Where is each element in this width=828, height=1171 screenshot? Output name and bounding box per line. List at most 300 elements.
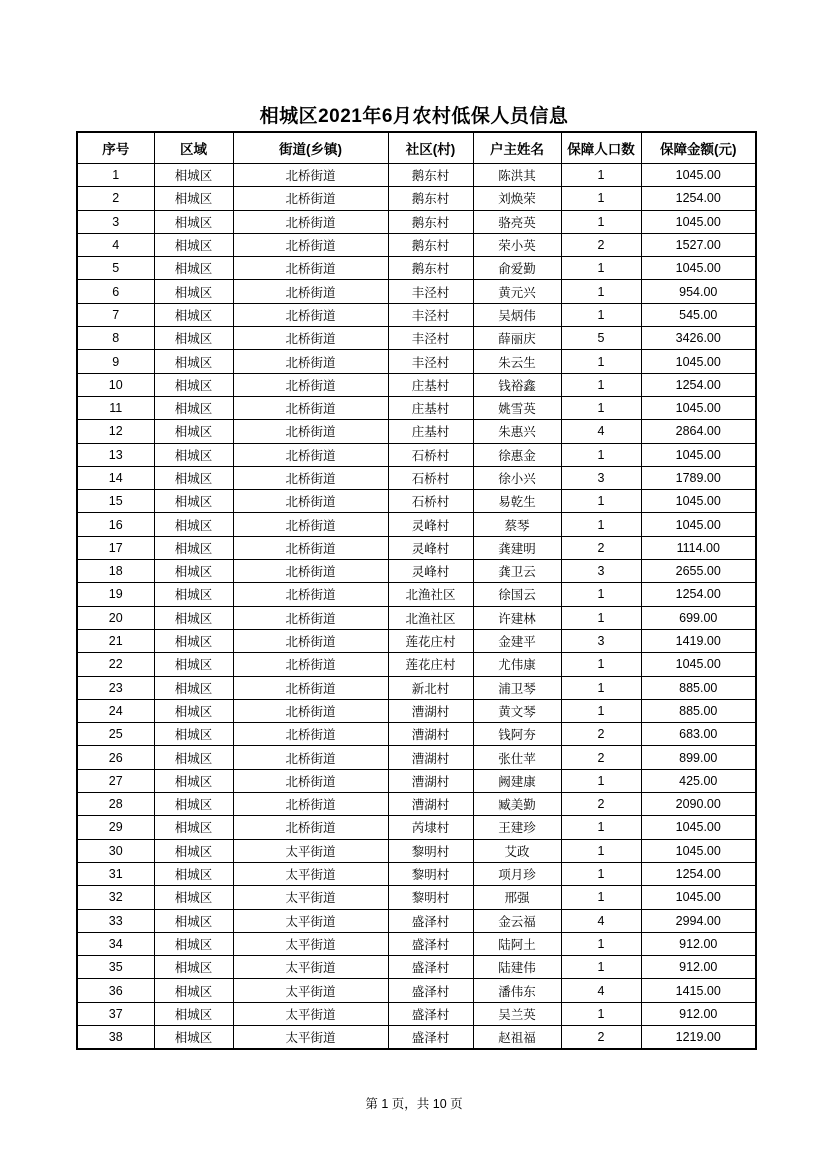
cell-street: 北桥街道: [233, 187, 388, 210]
cell-village: 石桥村: [388, 443, 473, 466]
cell-seq: 30: [77, 839, 154, 862]
cell-amount: 885.00: [641, 676, 756, 699]
cell-name: 陆阿土: [473, 932, 561, 955]
cell-village: 漕湖村: [388, 793, 473, 816]
table-header: [77, 132, 756, 164]
cell-count: 1: [561, 373, 641, 396]
cell-amount: 2090.00: [641, 793, 756, 816]
cell-seq: 6: [77, 280, 154, 303]
cell-region: 相城区: [154, 979, 233, 1002]
table-row: [77, 490, 756, 513]
cell-amount: 899.00: [641, 746, 756, 769]
table-row: [77, 816, 756, 839]
cell-street: 北桥街道: [233, 676, 388, 699]
cell-count: 2: [561, 793, 641, 816]
cell-count: 5: [561, 327, 641, 350]
cell-village: 鹅东村: [388, 257, 473, 280]
cell-amount: 1254.00: [641, 187, 756, 210]
cell-count: 1: [561, 164, 641, 187]
cell-street: 北桥街道: [233, 350, 388, 373]
cell-count: 1: [561, 676, 641, 699]
cell-amount: 1045.00: [641, 816, 756, 839]
cell-village: 漕湖村: [388, 746, 473, 769]
cell-village: 灵峰村: [388, 536, 473, 559]
table-row: [77, 862, 756, 885]
table-row: [77, 932, 756, 955]
cell-village: 庄基村: [388, 396, 473, 419]
cell-amount: 1045.00: [641, 257, 756, 280]
cell-name: 钱阿夯: [473, 723, 561, 746]
cell-street: 北桥街道: [233, 583, 388, 606]
cell-region: 相城区: [154, 956, 233, 979]
cell-name: 黄元兴: [473, 280, 561, 303]
cell-street: 北桥街道: [233, 257, 388, 280]
cell-name: 吴炳伟: [473, 303, 561, 326]
cell-count: 2: [561, 536, 641, 559]
page-title: 相城区2021年6月农村低保人员信息: [259, 106, 569, 127]
cell-name: 王建珍: [473, 816, 561, 839]
cell-amount: 1045.00: [641, 443, 756, 466]
cell-street: 北桥街道: [233, 560, 388, 583]
cell-name: 赵祖福: [473, 1025, 561, 1049]
cell-village: 鹅东村: [388, 187, 473, 210]
cell-seq: 38: [77, 1025, 154, 1049]
cell-amount: 425.00: [641, 769, 756, 792]
cell-street: 北桥街道: [233, 699, 388, 722]
cell-name: 艾政: [473, 839, 561, 862]
cell-amount: 1045.00: [641, 513, 756, 536]
header-seq: 序号: [77, 132, 154, 164]
cell-seq: 12: [77, 420, 154, 443]
cell-count: 1: [561, 932, 641, 955]
cell-seq: 36: [77, 979, 154, 1002]
cell-seq: 16: [77, 513, 154, 536]
cell-region: 相城区: [154, 769, 233, 792]
cell-seq: 31: [77, 862, 154, 885]
cell-amount: 683.00: [641, 723, 756, 746]
cell-amount: 1219.00: [641, 1025, 756, 1049]
cell-region: 相城区: [154, 606, 233, 629]
cell-count: 1: [561, 513, 641, 536]
cell-village: 黎明村: [388, 886, 473, 909]
lowbao-table: [76, 131, 757, 1050]
cell-name: 张仕苹: [473, 746, 561, 769]
cell-name: 陆建伟: [473, 956, 561, 979]
table-row: [77, 466, 756, 489]
cell-count: 2: [561, 1025, 641, 1049]
cell-village: 盛泽村: [388, 1025, 473, 1049]
cell-region: 相城区: [154, 886, 233, 909]
header-amount: 保障金额(元): [641, 132, 756, 164]
cell-count: 1: [561, 210, 641, 233]
cell-region: 相城区: [154, 653, 233, 676]
cell-amount: 1254.00: [641, 862, 756, 885]
cell-street: 北桥街道: [233, 769, 388, 792]
table-row: [77, 164, 756, 187]
cell-seq: 29: [77, 816, 154, 839]
cell-region: 相城区: [154, 164, 233, 187]
cell-village: 盛泽村: [388, 909, 473, 932]
cell-region: 相城区: [154, 793, 233, 816]
cell-amount: 1254.00: [641, 583, 756, 606]
cell-street: 北桥街道: [233, 466, 388, 489]
table-row: [77, 303, 756, 326]
cell-street: 北桥街道: [233, 793, 388, 816]
table-row: [77, 513, 756, 536]
cell-region: 相城区: [154, 536, 233, 559]
cell-name: 徐惠金: [473, 443, 561, 466]
cell-name: 阙建康: [473, 769, 561, 792]
cell-street: 北桥街道: [233, 396, 388, 419]
cell-village: 鹅东村: [388, 210, 473, 233]
cell-count: 1: [561, 769, 641, 792]
table-row: [77, 793, 756, 816]
cell-seq: 13: [77, 443, 154, 466]
cell-region: 相城区: [154, 816, 233, 839]
cell-village: 芮埭村: [388, 816, 473, 839]
cell-street: 北桥街道: [233, 513, 388, 536]
cell-name: 尤伟康: [473, 653, 561, 676]
cell-seq: 3: [77, 210, 154, 233]
cell-count: 1: [561, 257, 641, 280]
table-header-row: [77, 132, 756, 164]
cell-name: 俞爱勤: [473, 257, 561, 280]
cell-street: 北桥街道: [233, 327, 388, 350]
cell-name: 臧美勤: [473, 793, 561, 816]
cell-region: 相城区: [154, 583, 233, 606]
cell-seq: 27: [77, 769, 154, 792]
cell-village: 丰泾村: [388, 350, 473, 373]
cell-region: 相城区: [154, 1025, 233, 1049]
cell-street: 北桥街道: [233, 373, 388, 396]
cell-name: 荣小英: [473, 233, 561, 256]
table-row: [77, 676, 756, 699]
cell-region: 相城区: [154, 909, 233, 932]
table-row: [77, 839, 756, 862]
cell-amount: 1045.00: [641, 653, 756, 676]
cell-street: 北桥街道: [233, 210, 388, 233]
cell-name: 项月珍: [473, 862, 561, 885]
cell-village: 盛泽村: [388, 932, 473, 955]
cell-amount: 1045.00: [641, 350, 756, 373]
cell-seq: 15: [77, 490, 154, 513]
cell-region: 相城区: [154, 723, 233, 746]
table-row: [77, 769, 756, 792]
cell-seq: 2: [77, 187, 154, 210]
cell-seq: 11: [77, 396, 154, 419]
header-region: 区域: [154, 132, 233, 164]
cell-village: 黎明村: [388, 862, 473, 885]
cell-village: 鹅东村: [388, 233, 473, 256]
cell-village: 盛泽村: [388, 956, 473, 979]
table-row: [77, 187, 756, 210]
table-row: [77, 1025, 756, 1049]
cell-street: 北桥街道: [233, 490, 388, 513]
cell-region: 相城区: [154, 629, 233, 652]
cell-street: 北桥街道: [233, 746, 388, 769]
cell-region: 相城区: [154, 210, 233, 233]
cell-name: 金云福: [473, 909, 561, 932]
header-count: 保障人口数: [561, 132, 641, 164]
cell-count: 2: [561, 233, 641, 256]
table-row: [77, 909, 756, 932]
cell-name: 金建平: [473, 629, 561, 652]
cell-village: 黎明村: [388, 839, 473, 862]
cell-seq: 20: [77, 606, 154, 629]
cell-street: 太平街道: [233, 909, 388, 932]
cell-seq: 25: [77, 723, 154, 746]
table-row: [77, 350, 756, 373]
table-row: [77, 979, 756, 1002]
cell-count: 4: [561, 420, 641, 443]
cell-region: 相城区: [154, 443, 233, 466]
cell-amount: 545.00: [641, 303, 756, 326]
cell-village: 漕湖村: [388, 769, 473, 792]
cell-name: 邢强: [473, 886, 561, 909]
cell-village: 北渔社区: [388, 606, 473, 629]
cell-village: 石桥村: [388, 466, 473, 489]
cell-region: 相城区: [154, 862, 233, 885]
cell-count: 1: [561, 396, 641, 419]
table-row: [77, 536, 756, 559]
cell-amount: 1114.00: [641, 536, 756, 559]
cell-street: 太平街道: [233, 886, 388, 909]
table-row: [77, 210, 756, 233]
cell-count: 1: [561, 490, 641, 513]
table-row: [77, 420, 756, 443]
cell-seq: 19: [77, 583, 154, 606]
cell-amount: 3426.00: [641, 327, 756, 350]
table-row: [77, 280, 756, 303]
table-row: [77, 1002, 756, 1025]
cell-name: 易乾生: [473, 490, 561, 513]
cell-street: 北桥街道: [233, 816, 388, 839]
cell-street: 北桥街道: [233, 653, 388, 676]
cell-region: 相城区: [154, 746, 233, 769]
cell-name: 黄文琴: [473, 699, 561, 722]
cell-count: 1: [561, 187, 641, 210]
cell-name: 潘伟东: [473, 979, 561, 1002]
cell-name: 骆亮英: [473, 210, 561, 233]
cell-amount: 1527.00: [641, 233, 756, 256]
cell-amount: 1045.00: [641, 164, 756, 187]
cell-seq: 17: [77, 536, 154, 559]
cell-count: 1: [561, 699, 641, 722]
page-number: 第 1 页，共 10 页: [365, 1097, 463, 1111]
cell-village: 石桥村: [388, 490, 473, 513]
cell-amount: 954.00: [641, 280, 756, 303]
cell-amount: 1415.00: [641, 979, 756, 1002]
cell-region: 相城区: [154, 490, 233, 513]
cell-village: 漕湖村: [388, 723, 473, 746]
table-row: [77, 327, 756, 350]
cell-region: 相城区: [154, 257, 233, 280]
cell-seq: 33: [77, 909, 154, 932]
cell-name: 浦卫琴: [473, 676, 561, 699]
cell-count: 1: [561, 583, 641, 606]
cell-region: 相城区: [154, 560, 233, 583]
cell-count: 2: [561, 723, 641, 746]
cell-amount: 912.00: [641, 932, 756, 955]
cell-name: 朱云生: [473, 350, 561, 373]
cell-street: 北桥街道: [233, 629, 388, 652]
cell-village: 庄基村: [388, 420, 473, 443]
cell-amount: 1045.00: [641, 210, 756, 233]
cell-region: 相城区: [154, 280, 233, 303]
table-row: [77, 606, 756, 629]
cell-village: 灵峰村: [388, 560, 473, 583]
cell-region: 相城区: [154, 420, 233, 443]
cell-count: 1: [561, 280, 641, 303]
cell-village: 新北村: [388, 676, 473, 699]
cell-village: 莲花庄村: [388, 653, 473, 676]
cell-amount: 912.00: [641, 1002, 756, 1025]
cell-seq: 10: [77, 373, 154, 396]
cell-seq: 32: [77, 886, 154, 909]
cell-name: 吴兰英: [473, 1002, 561, 1025]
cell-seq: 26: [77, 746, 154, 769]
cell-amount: 2864.00: [641, 420, 756, 443]
cell-count: 1: [561, 606, 641, 629]
cell-count: 4: [561, 979, 641, 1002]
table-row: [77, 560, 756, 583]
cell-seq: 21: [77, 629, 154, 652]
table-row: [77, 956, 756, 979]
cell-region: 相城区: [154, 233, 233, 256]
cell-seq: 37: [77, 1002, 154, 1025]
cell-street: 北桥街道: [233, 164, 388, 187]
cell-street: 太平街道: [233, 1002, 388, 1025]
cell-name: 徐小兴: [473, 466, 561, 489]
cell-amount: 1254.00: [641, 373, 756, 396]
cell-amount: 1045.00: [641, 396, 756, 419]
cell-region: 相城区: [154, 396, 233, 419]
cell-seq: 7: [77, 303, 154, 326]
cell-seq: 23: [77, 676, 154, 699]
cell-name: 薛丽庆: [473, 327, 561, 350]
cell-name: 姚雪英: [473, 396, 561, 419]
cell-name: 龚卫云: [473, 560, 561, 583]
cell-street: 北桥街道: [233, 536, 388, 559]
cell-seq: 8: [77, 327, 154, 350]
cell-count: 1: [561, 1002, 641, 1025]
cell-street: 太平街道: [233, 1025, 388, 1049]
cell-name: 龚建明: [473, 536, 561, 559]
cell-street: 北桥街道: [233, 280, 388, 303]
cell-region: 相城区: [154, 932, 233, 955]
header-name: 户主姓名: [473, 132, 561, 164]
cell-street: 太平街道: [233, 839, 388, 862]
cell-street: 北桥街道: [233, 606, 388, 629]
cell-amount: 912.00: [641, 956, 756, 979]
cell-amount: 2994.00: [641, 909, 756, 932]
table-row: [77, 723, 756, 746]
cell-region: 相城区: [154, 513, 233, 536]
cell-seq: 14: [77, 466, 154, 489]
cell-count: 1: [561, 443, 641, 466]
cell-count: 1: [561, 839, 641, 862]
cell-village: 丰泾村: [388, 280, 473, 303]
cell-street: 北桥街道: [233, 233, 388, 256]
cell-village: 漕湖村: [388, 699, 473, 722]
cell-count: 3: [561, 629, 641, 652]
cell-name: 钱裕鑫: [473, 373, 561, 396]
cell-name: 朱惠兴: [473, 420, 561, 443]
cell-region: 相城区: [154, 1002, 233, 1025]
cell-count: 1: [561, 653, 641, 676]
cell-village: 庄基村: [388, 373, 473, 396]
table-row: [77, 257, 756, 280]
cell-region: 相城区: [154, 350, 233, 373]
cell-name: 陈洪其: [473, 164, 561, 187]
cell-region: 相城区: [154, 676, 233, 699]
cell-seq: 5: [77, 257, 154, 280]
cell-name: 徐国云: [473, 583, 561, 606]
cell-count: 1: [561, 303, 641, 326]
table-row: [77, 653, 756, 676]
table-row: [77, 583, 756, 606]
table-row: [77, 373, 756, 396]
table-row: [77, 233, 756, 256]
cell-seq: 1: [77, 164, 154, 187]
cell-seq: 34: [77, 932, 154, 955]
cell-street: 太平街道: [233, 979, 388, 1002]
cell-seq: 22: [77, 653, 154, 676]
cell-street: 太平街道: [233, 956, 388, 979]
cell-amount: 2655.00: [641, 560, 756, 583]
cell-street: 太平街道: [233, 932, 388, 955]
cell-seq: 4: [77, 233, 154, 256]
cell-village: 丰泾村: [388, 303, 473, 326]
cell-amount: 1045.00: [641, 886, 756, 909]
cell-name: 许建林: [473, 606, 561, 629]
cell-village: 北渔社区: [388, 583, 473, 606]
cell-seq: 24: [77, 699, 154, 722]
cell-village: 盛泽村: [388, 979, 473, 1002]
cell-street: 北桥街道: [233, 723, 388, 746]
cell-amount: 699.00: [641, 606, 756, 629]
table-row: [77, 886, 756, 909]
cell-street: 北桥街道: [233, 443, 388, 466]
cell-count: 3: [561, 466, 641, 489]
cell-count: 2: [561, 746, 641, 769]
cell-amount: 1045.00: [641, 490, 756, 513]
cell-village: 鹅东村: [388, 164, 473, 187]
cell-region: 相城区: [154, 699, 233, 722]
cell-seq: 35: [77, 956, 154, 979]
table-row: [77, 443, 756, 466]
header-village: 社区(村): [388, 132, 473, 164]
cell-village: 灵峰村: [388, 513, 473, 536]
cell-amount: 885.00: [641, 699, 756, 722]
cell-region: 相城区: [154, 327, 233, 350]
cell-region: 相城区: [154, 373, 233, 396]
cell-street: 太平街道: [233, 862, 388, 885]
cell-seq: 18: [77, 560, 154, 583]
cell-amount: 1789.00: [641, 466, 756, 489]
cell-region: 相城区: [154, 303, 233, 326]
cell-count: 4: [561, 909, 641, 932]
cell-name: 蔡琴: [473, 513, 561, 536]
cell-count: 1: [561, 816, 641, 839]
cell-street: 北桥街道: [233, 420, 388, 443]
table-row: [77, 746, 756, 769]
cell-count: 1: [561, 956, 641, 979]
cell-village: 莲花庄村: [388, 629, 473, 652]
cell-count: 1: [561, 350, 641, 373]
cell-amount: 1045.00: [641, 839, 756, 862]
cell-region: 相城区: [154, 466, 233, 489]
